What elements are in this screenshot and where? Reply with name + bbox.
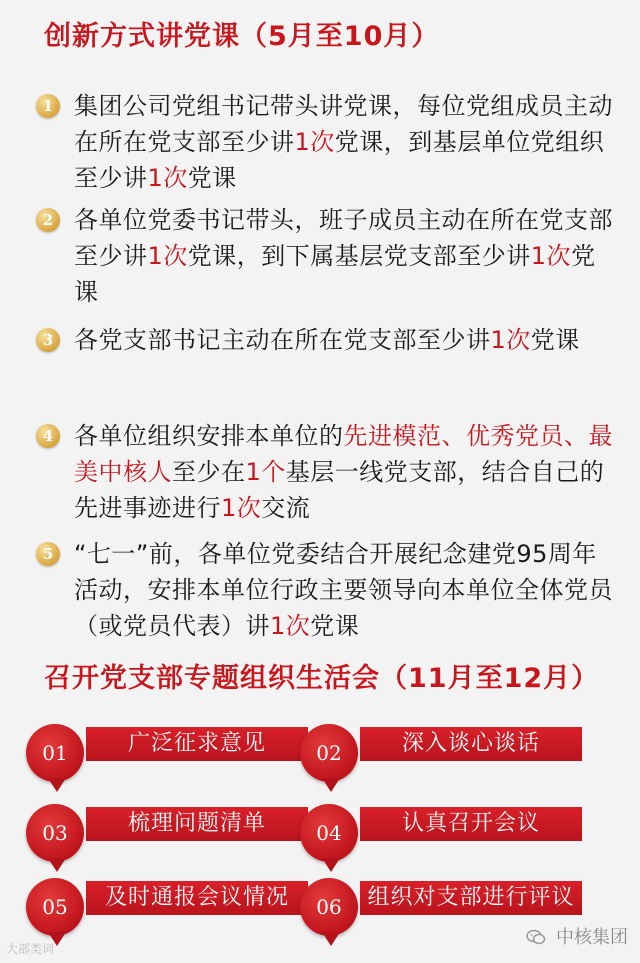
highlight-text: 1次 — [221, 494, 262, 522]
list-item — [30, 536, 620, 644]
item-text — [74, 88, 620, 196]
step-label: 及时通报会议情况 — [86, 881, 308, 915]
body-text: 党课，到下属基层党支部至少讲 — [187, 242, 531, 270]
body-text: 党课 — [74, 242, 596, 306]
step-pill — [300, 804, 580, 868]
body-text: 各党支部书记主动在所在党支部至少讲 — [74, 326, 491, 354]
list-item — [30, 418, 620, 526]
list-item — [30, 88, 620, 196]
body-text: 党课 — [530, 326, 580, 354]
step-number: 01 — [26, 724, 84, 782]
highlight-text: 1次 — [270, 612, 311, 640]
wechat-watermark — [526, 923, 628, 949]
item-text — [74, 536, 620, 644]
step-number: 05 — [26, 878, 84, 936]
body-text: “七一”前，各单位党委结合开展纪念建党95周年活动，安排本单位行政主要领导向本单位全体党员（或党员代表）讲 — [74, 540, 613, 640]
body-text: 党课 — [310, 612, 360, 640]
body-text: 各单位组织安排本单位的 — [74, 422, 344, 450]
list-item — [30, 322, 620, 358]
step-number: 06 — [300, 878, 358, 936]
step-pill — [300, 724, 580, 788]
highlight-text: 先进模范、优秀党员、最美中核人 — [74, 422, 613, 486]
section2-title: 召开党支部专题组织生活会（11月至12月） — [44, 663, 600, 694]
step-pill — [26, 878, 306, 942]
step-number: 03 — [26, 804, 84, 862]
step-number: 04 — [300, 804, 358, 862]
item-text — [74, 202, 620, 310]
watermark-left — [6, 940, 54, 957]
wechat-account-name: 中核集团 — [556, 927, 628, 948]
item-text — [74, 322, 620, 358]
step-pill — [26, 804, 306, 868]
item-text — [74, 418, 620, 526]
number-badge: 1 — [36, 94, 60, 118]
highlight-text: 1个 — [245, 458, 286, 486]
body-text: 基层一线党支部，结合自己的先进事迹进行 — [74, 458, 605, 522]
body-text: 各单位党委书记带头，班子成员主动在所在党支部至少讲 — [74, 206, 613, 270]
watermark-left-text: 大部类词 — [6, 942, 55, 956]
highlight-text: 1次 — [530, 242, 572, 270]
list-item — [30, 202, 620, 310]
highlight-text: 1次 — [294, 128, 335, 156]
step-label: 认真召开会议 — [360, 807, 582, 841]
step-number: 02 — [300, 724, 358, 782]
step-label: 组织对支部进行评议 — [360, 881, 582, 915]
body-text: 至少在 — [172, 458, 246, 486]
step-label: 梳理问题清单 — [86, 807, 308, 841]
highlight-text: 1次 — [147, 242, 188, 270]
body-text: 集团公司党组书记带头讲党课，每位党组成员主动在所在党支部至少讲 — [74, 92, 613, 156]
wechat-icon — [526, 929, 546, 945]
number-badge: 4 — [36, 424, 60, 448]
number-badge: 3 — [36, 328, 60, 352]
section1-title: 创新方式讲党课（5月至10月） — [44, 21, 440, 52]
highlight-text: 1次 — [147, 164, 188, 192]
step-label: 深入谈心谈话 — [360, 727, 582, 761]
number-badge: 2 — [36, 208, 60, 232]
body-text: 党课，到基层单位党组织至少讲 — [74, 128, 605, 192]
highlight-text: 1次 — [490, 326, 531, 354]
step-pill — [26, 724, 306, 788]
number-badge: 5 — [36, 542, 60, 566]
step-label: 广泛征求意见 — [86, 727, 308, 761]
body-text: 党课 — [187, 164, 237, 192]
body-text: 交流 — [261, 494, 311, 522]
